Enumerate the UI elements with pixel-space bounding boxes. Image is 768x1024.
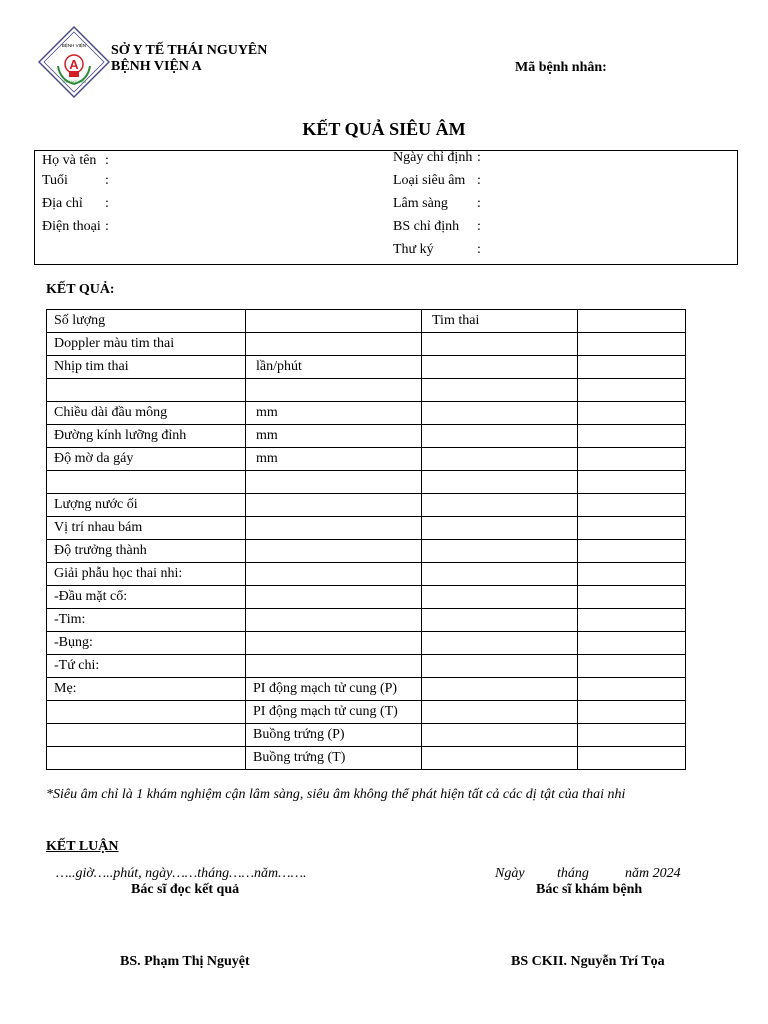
table-cell: mm <box>246 425 422 448</box>
table-cell <box>422 632 578 655</box>
info-colon: : <box>105 153 109 168</box>
table-cell <box>246 517 422 540</box>
info-label: BS chỉ định <box>393 219 460 234</box>
table-cell <box>578 586 686 609</box>
table-cell <box>578 609 686 632</box>
table-cell <box>246 655 422 678</box>
page-title: KẾT QUẢ SIÊU ÂM <box>302 119 466 139</box>
logo-text-top: BỆNH VIỆN <box>61 43 87 48</box>
results-table <box>46 309 686 770</box>
table-cell <box>422 494 578 517</box>
table-row <box>47 540 686 563</box>
table-cell <box>422 609 578 632</box>
table-cell <box>422 678 578 701</box>
info-label: Điện thoại <box>42 219 101 234</box>
department-name: SỞ Y TẾ THÁI NGUYÊN <box>111 43 268 58</box>
table-cell <box>246 586 422 609</box>
table-row <box>47 701 686 724</box>
table-cell: -Đầu mặt cổ: <box>47 586 246 609</box>
examining-doctor-role: Bác sĩ khám bệnh <box>536 882 643 897</box>
table-row <box>47 471 686 494</box>
info-label: Thư ký <box>393 242 434 257</box>
table-cell: Tim thai <box>422 310 578 333</box>
table-cell <box>422 540 578 563</box>
table-cell <box>47 379 246 402</box>
table-cell: -Bụng: <box>47 632 246 655</box>
patient-code-label: Mã bệnh nhân: <box>515 60 607 75</box>
disclaimer-note: *Siêu âm chỉ là 1 khám nghiệm cận lâm sàng, siêu âm không thể phát hiện tất cả các dị tật của thai nhi <box>46 787 626 802</box>
table-cell: Vị trí nhau bám <box>47 517 246 540</box>
table-cell: PI động mạch tử cung (P) <box>246 678 422 701</box>
table-cell <box>422 724 578 747</box>
hospital-name: BỆNH VIỆN A <box>111 59 202 74</box>
table-cell: -Tứ chi: <box>47 655 246 678</box>
table-row <box>47 517 686 540</box>
reading-doctor-role: Bác sĩ đọc kết quả <box>131 882 240 897</box>
hospital-logo-icon <box>38 26 110 98</box>
table-cell: mm <box>246 402 422 425</box>
table-cell <box>422 563 578 586</box>
table-cell <box>422 747 578 770</box>
table-cell <box>578 379 686 402</box>
table-cell <box>578 333 686 356</box>
date-year-label: năm 2024 <box>625 866 681 881</box>
table-cell: -Tim: <box>47 609 246 632</box>
table-cell <box>422 379 578 402</box>
table-cell <box>422 586 578 609</box>
table-row <box>47 448 686 471</box>
date-month-label: tháng <box>557 866 589 881</box>
logo-letter: A <box>69 57 79 72</box>
table-cell <box>578 356 686 379</box>
table-row <box>47 402 686 425</box>
table-cell <box>422 425 578 448</box>
info-label: Tuổi <box>42 173 68 188</box>
results-label: KẾT QUẢ: <box>46 282 115 297</box>
table-cell <box>578 471 686 494</box>
table-cell <box>422 701 578 724</box>
table-cell: Chiều dài đầu mông <box>47 402 246 425</box>
table-row <box>47 356 686 379</box>
table-row <box>47 379 686 402</box>
table-cell <box>578 448 686 471</box>
table-cell <box>422 448 578 471</box>
info-label: Lâm sàng <box>393 196 448 211</box>
info-colon: : <box>477 150 481 165</box>
table-cell <box>47 724 246 747</box>
table-cell <box>578 655 686 678</box>
info-label: Loại siêu âm <box>393 173 466 188</box>
table-cell <box>578 540 686 563</box>
table-cell: lần/phút <box>246 356 422 379</box>
table-cell <box>246 379 422 402</box>
hospital-header <box>111 43 267 75</box>
info-colon: : <box>477 173 481 188</box>
table-row <box>47 609 686 632</box>
table-row <box>47 678 686 701</box>
table-cell <box>578 494 686 517</box>
table-cell: Nhịp tim thai <box>47 356 246 379</box>
table-row <box>47 724 686 747</box>
logo-text-bottom: THÁI NGUYÊN <box>62 80 86 84</box>
table-cell <box>422 517 578 540</box>
table-cell <box>422 471 578 494</box>
table-cell <box>246 494 422 517</box>
info-colon: : <box>477 196 481 211</box>
table-cell <box>422 655 578 678</box>
table-cell <box>578 632 686 655</box>
info-colon: : <box>477 219 481 234</box>
table-row <box>47 333 686 356</box>
table-cell: Mẹ: <box>47 678 246 701</box>
table-cell <box>246 471 422 494</box>
table-cell: PI động mạch tử cung (T) <box>246 701 422 724</box>
table-cell <box>246 632 422 655</box>
table-cell <box>422 356 578 379</box>
table-cell <box>246 333 422 356</box>
table-row <box>47 586 686 609</box>
table-cell <box>246 609 422 632</box>
table-row <box>47 563 686 586</box>
patient-info-box <box>34 150 738 265</box>
reading-doctor-name: BS. Phạm Thị Nguyệt <box>120 954 250 969</box>
table-cell: Đường kính lưỡng đỉnh <box>47 425 246 448</box>
table-cell <box>422 402 578 425</box>
table-row <box>47 655 686 678</box>
table-cell <box>578 747 686 770</box>
table-row <box>47 494 686 517</box>
table-row <box>47 310 686 333</box>
table-row <box>47 632 686 655</box>
table-cell <box>246 540 422 563</box>
table-cell <box>578 678 686 701</box>
table-cell: Độ mờ da gáy <box>47 448 246 471</box>
table-cell: Lượng nước ối <box>47 494 246 517</box>
info-label: Ngày chỉ định <box>393 150 473 165</box>
table-cell <box>47 701 246 724</box>
info-colon: : <box>105 219 109 234</box>
table-cell <box>578 425 686 448</box>
table-cell <box>578 517 686 540</box>
table-row <box>47 747 686 770</box>
reading-time-line: …..giờ…..phút, ngày……tháng……năm……. <box>56 866 307 881</box>
conclusion-label: KẾT LUẬN <box>46 839 119 854</box>
examining-doctor-name: BS CKII. Nguyễn Trí Tọa <box>511 954 665 969</box>
info-colon: : <box>105 196 109 211</box>
table-cell <box>578 402 686 425</box>
table-cell <box>578 310 686 333</box>
table-cell: Buồng trứng (P) <box>246 724 422 747</box>
table-row <box>47 425 686 448</box>
table-cell <box>47 747 246 770</box>
table-cell: Doppler màu tim thai <box>47 333 246 356</box>
info-label: Địa chỉ <box>42 196 83 211</box>
table-cell: Buồng trứng (T) <box>246 747 422 770</box>
date-day-label: Ngày <box>495 866 525 881</box>
table-cell: Giải phẫu học thai nhi: <box>47 563 246 586</box>
table-cell <box>246 310 422 333</box>
info-label: Họ và tên <box>42 153 97 168</box>
table-cell: Độ trưởng thành <box>47 540 246 563</box>
table-cell <box>578 563 686 586</box>
info-colon: : <box>477 242 481 257</box>
table-cell <box>246 563 422 586</box>
info-colon: : <box>105 173 109 188</box>
table-cell: mm <box>246 448 422 471</box>
table-cell <box>578 724 686 747</box>
table-cell <box>47 471 246 494</box>
table-cell <box>578 701 686 724</box>
table-cell <box>422 333 578 356</box>
table-cell: Số lượng <box>47 310 246 333</box>
